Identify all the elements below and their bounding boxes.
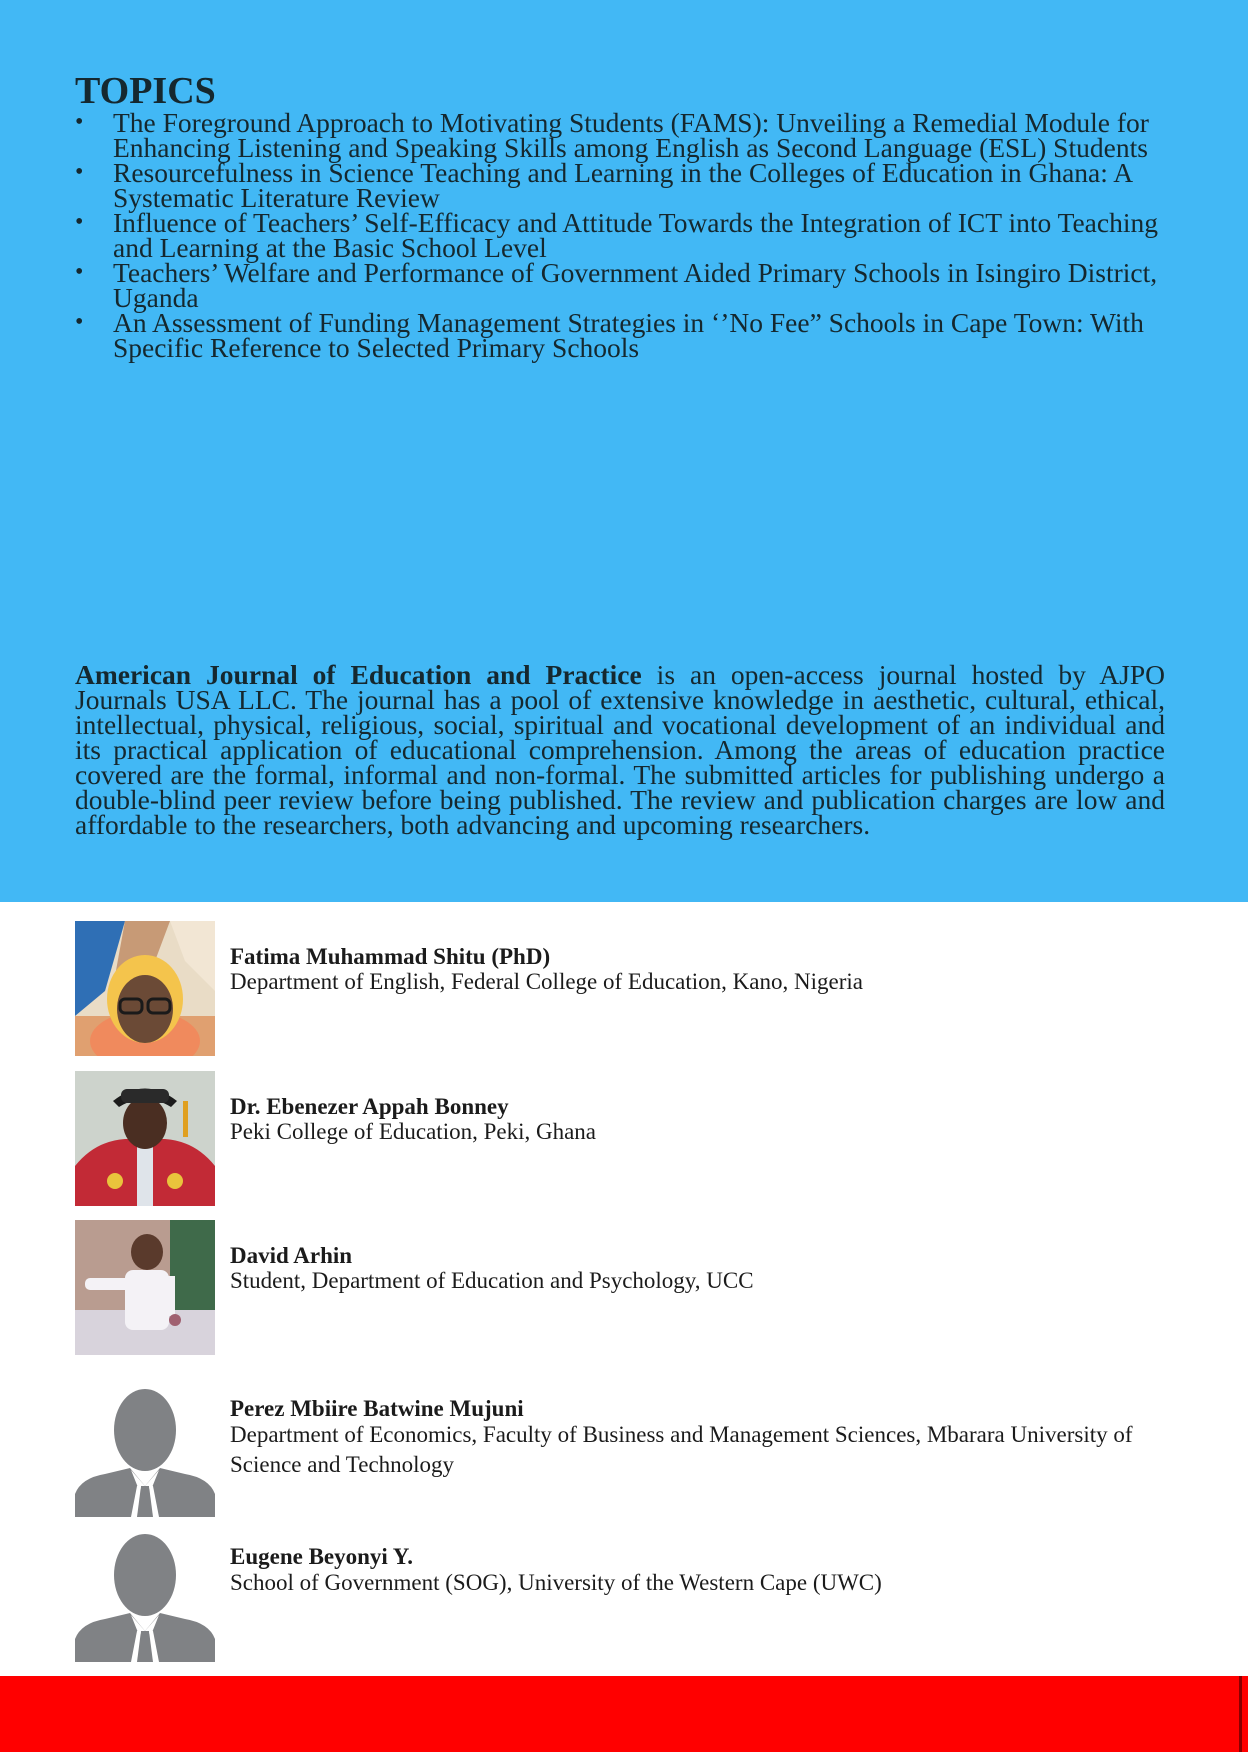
- topic-text: Resourcefulness in Science Teaching and Learning in the Colleges of Education in Ghana: A Systematic Literature Review: [113, 157, 1132, 213]
- topic-item: [75, 107, 1173, 163]
- topic-text: The Foreground Approach to Motivating Students (FAMS): Unveiling a Remedial Module for Enhancing Listening and Speaking Skills among English as Second Language (ESL) Students: [113, 107, 1149, 163]
- author-affiliation: Peki College of Education, Peki, Ghana: [230, 1119, 597, 1144]
- avatar-silhouette-icon: [75, 1382, 215, 1517]
- author-card: [75, 921, 1195, 1056]
- bullet-icon: •: [75, 259, 84, 285]
- author-card: [75, 1525, 1195, 1660]
- topic-item: [75, 157, 1173, 213]
- author-affiliation: Department of English, Federal College of Education, Kano, Nigeria: [230, 969, 863, 994]
- author-name: David Arhin: [230, 1243, 353, 1268]
- author-affiliation: School of Government (SOG), University of the Western Cape (UWC): [230, 1570, 882, 1595]
- topic-text: An Assessment of Funding Management Strategies in ‘’No Fee” Schools in Cape Town: With Specific Reference to Selected Primary Schools: [113, 307, 1144, 363]
- topics-list: [75, 107, 1173, 363]
- author-photo-icon: [75, 921, 215, 1056]
- author-name: Eugene Beyonyi Y.: [230, 1544, 413, 1569]
- journal-name: American Journal of Education and Practice: [75, 659, 642, 690]
- author-card: [75, 1370, 1195, 1517]
- topic-text: Influence of Teachers’ Self-Efficacy and Attitude Towards the Integration of ICT into Teaching and Learning at the Basic School Level: [113, 207, 1158, 263]
- bullet-icon: •: [75, 209, 84, 235]
- footer-bar: [0, 1676, 1248, 1752]
- topic-item: [75, 257, 1173, 313]
- avatar-silhouette-icon: [75, 1527, 215, 1662]
- journal-description: [75, 659, 1165, 840]
- topic-item: [75, 307, 1173, 363]
- footer-bar-edge: [1239, 1676, 1242, 1752]
- author-card: [75, 1071, 1195, 1206]
- author-name: Fatima Muhammad Shitu (PhD): [230, 944, 551, 969]
- bullet-icon: •: [75, 309, 84, 335]
- topic-text: Teachers’ Welfare and Performance of Government Aided Primary Schools in Isingiro District, Uganda: [113, 257, 1158, 313]
- author-affiliation: Department of Economics, Faculty of Business and Management Sciences, Mbarara University of Science and Technology: [230, 1422, 1133, 1477]
- bullet-icon: •: [75, 109, 84, 135]
- author-card: [75, 1220, 1195, 1355]
- author-name: Dr. Ebenezer Appah Bonney: [230, 1094, 509, 1119]
- author-affiliation: Student, Department of Education and Psychology, UCC: [230, 1268, 754, 1293]
- topic-item: [75, 207, 1173, 263]
- author-photo-icon: [75, 1071, 215, 1206]
- author-photo-icon: [75, 1220, 215, 1355]
- journal-description-text: is an open-access journal hosted by AJPO Journals USA LLC. The journal has a pool of extensive knowledge in aesthetic, cultural, ethical, intellectual, physical, religious, social, spiritual and vocational development of an individual and its practical application of educational comprehension. Among the areas of education practice covered are the formal, informal and non-formal. The submitted articles for publishing undergo a double-blind peer review before being published. The review and publication charges are low and affordable to the researchers, both advancing and upcoming researchers.: [75, 659, 1165, 840]
- bullet-icon: •: [75, 159, 84, 185]
- author-name: Perez Mbiire Batwine Mujuni: [230, 1396, 524, 1421]
- topics-heading: TOPICS: [75, 70, 216, 112]
